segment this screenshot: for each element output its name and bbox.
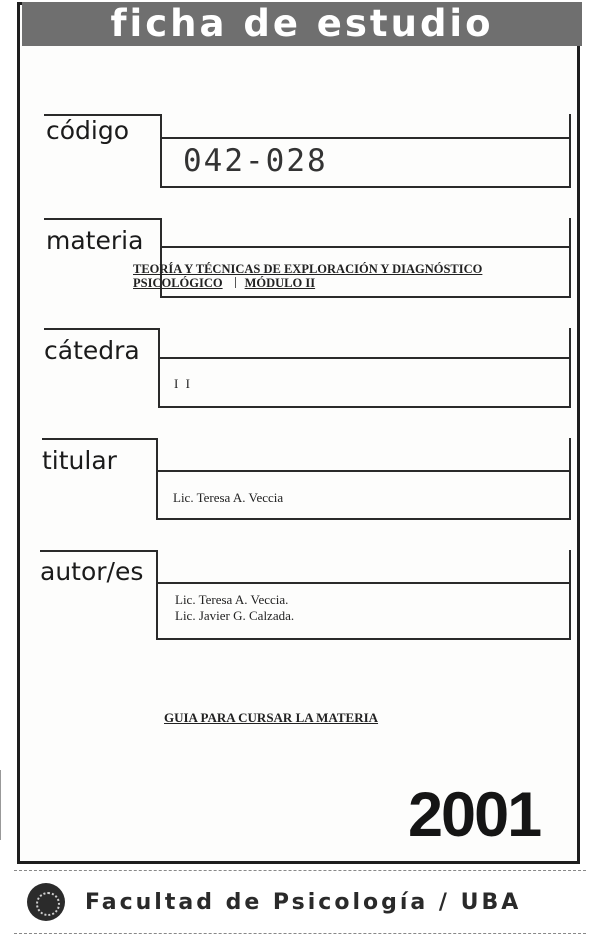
catedra-box bbox=[158, 328, 571, 408]
author-2: Lic. Javier G. Calzada. bbox=[175, 608, 295, 623]
codigo-label: código bbox=[46, 116, 130, 145]
autores-box-top bbox=[156, 582, 569, 584]
catedra-label: cátedra bbox=[44, 336, 140, 365]
codigo-tab-line bbox=[44, 114, 162, 116]
year: 2001 bbox=[408, 780, 541, 850]
card-title: ficha de estudio bbox=[110, 2, 494, 45]
titular-value: Lic. Teresa A. Veccia bbox=[173, 490, 284, 505]
catedra-tab-line bbox=[44, 328, 160, 330]
codigo-value: 042-028 bbox=[183, 143, 328, 179]
materia-tab-line bbox=[44, 218, 162, 220]
materia-label: materia bbox=[46, 226, 144, 255]
author-1: Lic. Teresa A. Veccia. bbox=[175, 592, 289, 607]
autores-tab-line bbox=[40, 550, 158, 552]
titular-tab-line bbox=[42, 438, 158, 440]
card-title-bar bbox=[22, 2, 582, 46]
footer bbox=[14, 870, 586, 934]
materia-line-1: TEORÍA Y TÉCNICAS DE EXPLORACIÓN Y DIAGNÓSTICO bbox=[133, 262, 483, 276]
autores-label: autor/es bbox=[40, 557, 144, 586]
margin-mark bbox=[0, 770, 10, 840]
materia-separator bbox=[235, 277, 236, 288]
catedra-value: I I bbox=[174, 376, 192, 391]
uba-seal-icon bbox=[27, 883, 65, 921]
titular-box-top bbox=[156, 470, 569, 472]
codigo-box-top bbox=[160, 137, 569, 139]
materia-module: MÓDULO II bbox=[244, 276, 316, 290]
catedra-box-top bbox=[158, 357, 569, 359]
titular-box bbox=[156, 438, 571, 520]
titular-label: titular bbox=[42, 446, 117, 475]
guide-title: GUIA PARA CURSAR LA MATERIA bbox=[164, 710, 379, 725]
materia-line-2-text: PSICOLÓGICO bbox=[133, 276, 223, 290]
materia-box-top bbox=[160, 246, 569, 248]
materia-line-2 bbox=[133, 276, 563, 291]
footer-text: Facultad de Psicología / UBA bbox=[85, 889, 522, 915]
